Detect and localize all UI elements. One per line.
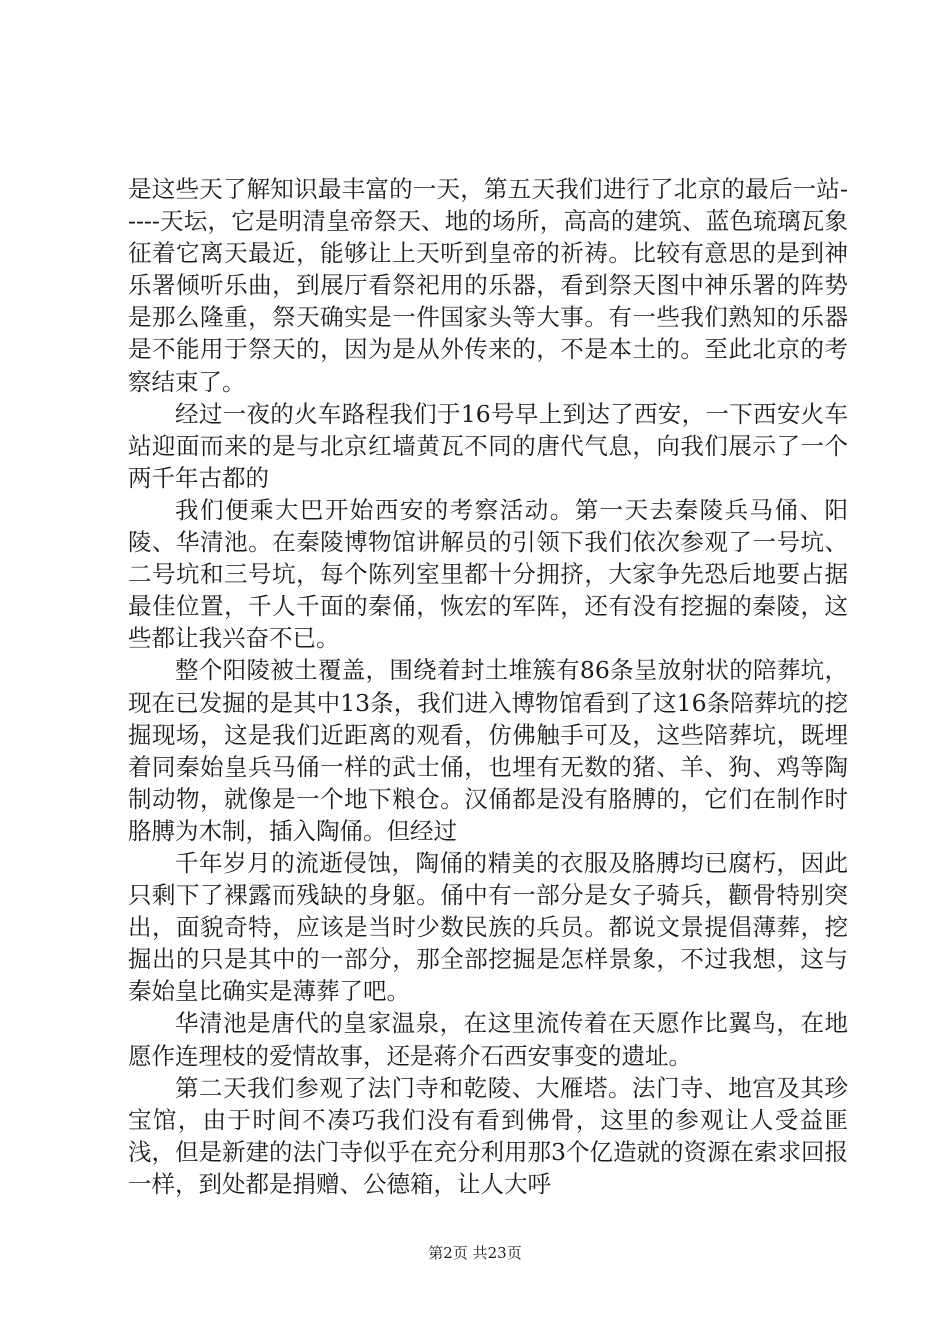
paragraph: 经过一夜的火车路程我们于16号早上到达了西安，一下西安火车站迎面而来的是与北京红墙黄瓦不同的唐代气息，向我们展示了一个两千年古都的	[128, 399, 848, 492]
paragraph: 我们便乘大巴开始西安的考察活动。第一天去秦陵兵马俑、阳陵、华清池。在秦陵博物馆讲解员的引领下我们依次参观了一号坑、二号坑和三号坑，每个陈列室里都十分拥挤，大家争先恐后地要占据最佳位置，千人千面的秦俑，恢宏的军阵，还有没有挖掘的秦陵，这些都让我兴奋不已。	[128, 495, 848, 653]
paragraph: 整个阳陵被土覆盖，围绕着封土堆簇有86条呈放射状的陪葬坑，现在已发掘的是其中13条，我们进入博物馆看到了这16条陪葬坑的挖掘现场，这是我们近距离的观看，仿佛触手可及，这些陪葬坑，既埋着同秦始皇兵马俑一样的武士俑，也埋有无数的猪、羊、狗、鸡等陶制动物，就像是一个地下粮仓。汉俑都是没有胳膊的，它们在制作时胳膊为木制，插入陶俑。但经过	[128, 656, 848, 845]
paragraph: 千年岁月的流逝侵蚀，陶俑的精美的衣服及胳膊均已腐朽，因此只剩下了裸露而残缺的身躯。俑中有一部分是女子骑兵，颧骨特别突出，面貌奇特，应该是当时少数民族的兵员。都说文景提倡薄葬，挖掘出的只是其中的一部分，那全部挖掘是怎样景象，不过我想，这与秦始皇比确实是薄葬了吧。	[128, 848, 848, 1006]
page-footer: 第2页 共23页	[428, 1244, 522, 1262]
document-body	[128, 173, 848, 1200]
paragraph: 第二天我们参观了法门寺和乾陵、大雁塔。法门寺、地宫及其珍宝馆，由于时间不凑巧我们没有看到佛骨，这里的参观让人受益匪浅，但是新建的法门寺似乎在充分利用那3个亿造就的资源在索求回报一样，到处都是捐赠、公德箱，让人大呼	[128, 1073, 848, 1198]
paragraph: 是这些天了解知识最丰富的一天，第五天我们进行了北京的最后一站-----天坛，它是明清皇帝祭天、地的场所，高高的建筑、蓝色琉璃瓦象征着它离天最近，能够让上天听到皇帝的祈祷。比较有意思的是到神乐署倾听乐曲，到展厅看祭祀用的乐器，看到祭天图中神乐署的阵势是那么隆重，祭天确实是一件国家头等大事。有一些我们熟知的乐器是不能用于祭天的，因为是从外传来的，不是本土的。至此北京的考察结束了。	[128, 175, 848, 396]
paragraph: 华清池是唐代的皇家温泉，在这里流传着在天愿作比翼鸟，在地愿作连理枝的爱情故事，还是蒋介石西安事变的遗址。	[128, 1009, 848, 1070]
